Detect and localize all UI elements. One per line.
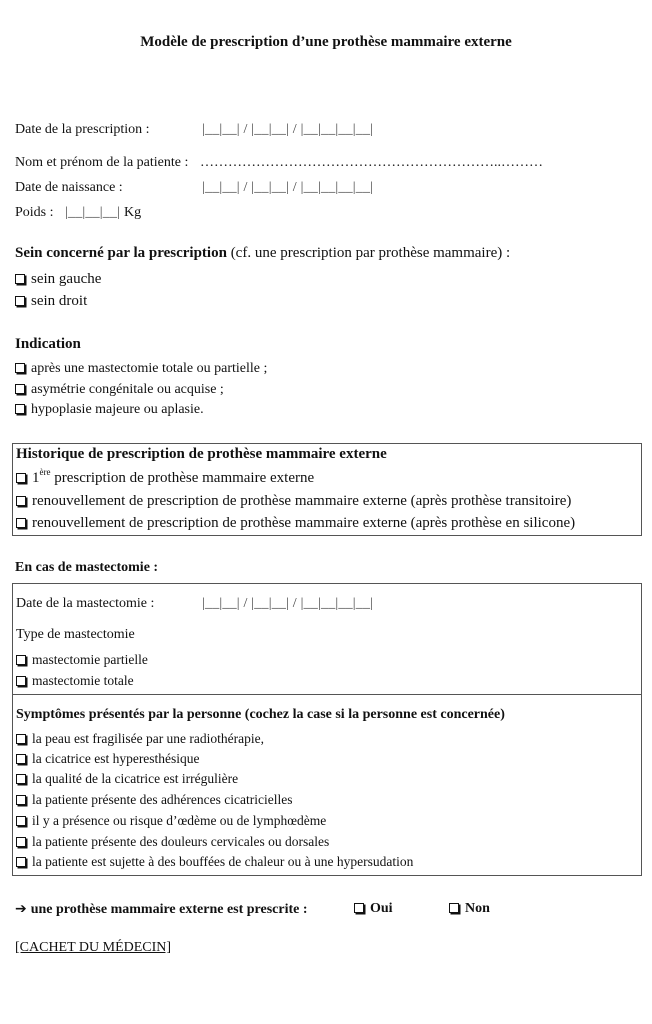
history-option-renewal-silicone[interactable]	[16, 515, 575, 532]
page-title: Modèle de prescription d’une prothèse mammaire externe	[140, 34, 512, 50]
symptoms-heading: Symptômes présentés par la personne (cochez la case si la personne est concernée)	[16, 707, 505, 722]
symptom-option[interactable]	[16, 854, 413, 870]
indication-option[interactable]	[15, 361, 267, 377]
mastectomy-heading: En cas de mastectomie :	[15, 560, 159, 575]
mastectomy-date-field[interactable]: |__|__| / |__|__| / |__|__|__|__|	[202, 596, 374, 611]
option-label: mastectomie partielle	[32, 652, 148, 667]
option-label: prescription de prothèse mammaire externe	[50, 470, 315, 486]
history-option-first[interactable]	[16, 467, 315, 487]
doctor-stamp-placeholder: [CACHET DU MÉDECIN]	[15, 940, 172, 955]
prescription-date-field[interactable]: |__|__| / |__|__| / |__|__|__|__|	[202, 122, 374, 137]
checkbox-icon[interactable]	[16, 676, 26, 686]
checkbox-icon[interactable]	[16, 837, 26, 847]
mastectomy-type-partial[interactable]	[16, 652, 148, 668]
birth-date-label: Date de naissance :	[15, 180, 123, 195]
checkbox-icon[interactable]	[16, 754, 26, 764]
checkbox-icon[interactable]	[16, 774, 26, 784]
symptom-option[interactable]	[16, 792, 292, 808]
option-label: la patiente présente des douleurs cervicales ou dorsales	[32, 834, 330, 849]
breast-heading	[15, 245, 510, 262]
checkbox-icon[interactable]	[16, 518, 26, 528]
checkbox-icon[interactable]	[449, 903, 459, 913]
indication-option[interactable]	[15, 402, 204, 418]
option-label: mastectomie totale	[32, 673, 134, 688]
checkbox-icon[interactable]	[354, 903, 364, 913]
patient-name-label: Nom et prénom de la patiente :	[15, 155, 189, 170]
breast-heading-text: Sein concerné par la prescription	[15, 245, 227, 261]
option-label: la qualité de la cicatrice est irrégulière	[32, 771, 239, 786]
conclusion-text: une prothèse mammaire externe est prescrite :	[30, 902, 308, 917]
indication-heading: Indication	[15, 336, 81, 352]
option-number: 1	[32, 470, 40, 486]
symptom-option[interactable]	[16, 771, 238, 787]
option-label: la patiente est sujette à des bouffées de chaleur ou à une hypersudation	[32, 854, 414, 869]
checkbox-icon[interactable]	[16, 734, 26, 744]
symptom-option[interactable]	[16, 731, 264, 747]
mastectomy-type-total[interactable]	[16, 673, 134, 689]
option-label: sein gauche	[31, 271, 102, 287]
history-option-renewal-transitional[interactable]	[16, 493, 571, 510]
checkbox-icon[interactable]	[15, 274, 25, 284]
option-yes[interactable]	[354, 901, 393, 917]
checkbox-icon[interactable]	[16, 655, 26, 665]
weight-label: Poids :	[15, 205, 54, 220]
option-superscript: ère	[39, 467, 51, 477]
option-label: Oui	[370, 901, 393, 916]
mastectomy-divider	[12, 694, 642, 695]
option-no[interactable]	[449, 901, 490, 917]
option-label: Non	[465, 901, 490, 916]
symptom-option[interactable]	[16, 751, 200, 767]
weight-field[interactable]: |__|__|__|	[65, 205, 121, 220]
option-right-breast[interactable]	[15, 293, 87, 310]
option-label: la peau est fragilisée par une radiothérapie,	[32, 731, 265, 746]
checkbox-icon[interactable]	[16, 857, 26, 867]
option-label: sein droit	[31, 293, 88, 309]
option-label: renouvellement de prescription de prothèse mammaire externe (après prothèse en silicone)	[32, 515, 576, 531]
prescription-date-label: Date de la prescription :	[15, 122, 150, 137]
patient-name-field[interactable]: ………………………………………………………..………	[200, 155, 543, 170]
option-label: la cicatrice est hyperesthésique	[32, 751, 200, 766]
conclusion-line	[15, 901, 308, 918]
option-left-breast[interactable]	[15, 271, 101, 288]
option-label: asymétrie congénitale ou acquise ;	[31, 382, 224, 397]
symptom-option[interactable]	[16, 834, 329, 850]
option-label: hypoplasie majeure ou aplasie.	[31, 402, 204, 417]
checkbox-icon[interactable]	[15, 384, 25, 394]
weight-unit: Kg	[124, 205, 142, 220]
option-label: la patiente présente des adhérences cicatricielles	[32, 792, 293, 807]
indication-option[interactable]	[15, 382, 224, 398]
checkbox-icon[interactable]	[16, 473, 26, 483]
checkbox-icon[interactable]	[15, 296, 25, 306]
checkbox-icon[interactable]	[16, 816, 26, 826]
checkbox-icon[interactable]	[15, 363, 25, 373]
checkbox-icon[interactable]	[16, 496, 26, 506]
symptom-option[interactable]	[16, 813, 326, 829]
option-label: après une mastectomie totale ou partielle ;	[31, 361, 268, 376]
history-heading: Historique de prescription de prothèse mammaire externe	[16, 446, 387, 462]
mastectomy-type-label: Type de mastectomie	[16, 627, 135, 642]
option-label: renouvellement de prescription de prothèse mammaire externe (après prothèse transitoire)	[32, 493, 572, 509]
checkbox-icon[interactable]	[16, 795, 26, 805]
arrow-right-icon: ➔	[15, 901, 27, 917]
mastectomy-date-label: Date de la mastectomie :	[16, 596, 155, 611]
breast-heading-note: (cf. une prescription par prothèse mammaire) :	[226, 245, 511, 261]
checkbox-icon[interactable]	[15, 404, 25, 414]
option-label: il y a présence ou risque d’œdème ou de lymphœdème	[32, 813, 327, 828]
birth-date-field[interactable]: |__|__| / |__|__| / |__|__|__|__|	[202, 180, 374, 195]
